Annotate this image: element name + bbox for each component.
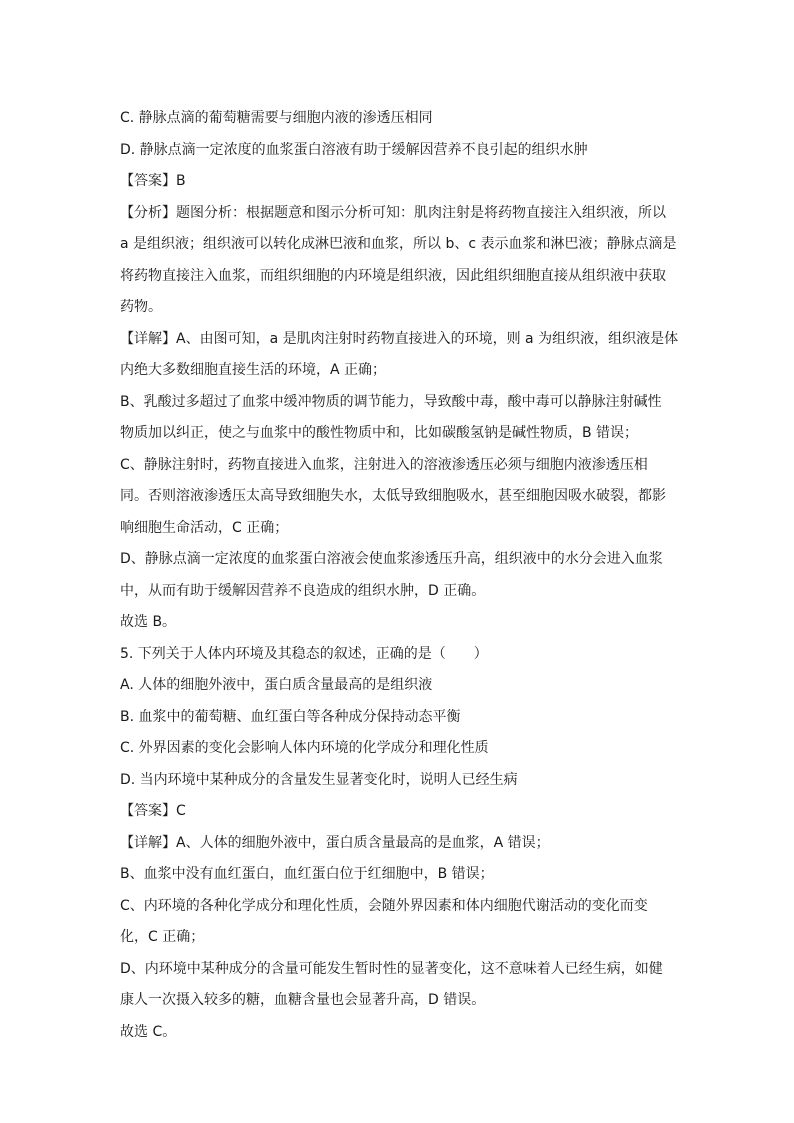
- question-5-option-d: D. 当内环境中某种成分的含量发生显著变化时，说明人已经生病: [120, 771, 518, 788]
- explanation-c-line-2: 同。否则溶液渗透压太高导致细胞失水，太低导致细胞吸水，甚至细胞因吸水破裂，都影: [120, 488, 666, 504]
- question-5-explanation-a: 【详解】A、人体的细胞外液中，蛋白质含量最高的是血浆，A 错误；: [120, 834, 550, 851]
- explanation-a-line-2: 内绝大多数细胞直接生活的环境，A 正确；: [120, 362, 387, 378]
- analysis-line-2: a 是组织液；组织液可以转化成淋巴液和血浆，所以 b、c 表示血浆和淋巴液；静脉点滴是: [120, 236, 677, 252]
- explanation-d-line-1: D、静脉点滴一定浓度的血浆蛋白溶液会使血浆渗透压升高，组织液中的水分会进入血浆: [120, 551, 663, 567]
- option-c-previous: C. 静脉点滴的葡萄糖需要与细胞内液的渗透压相同: [120, 110, 433, 126]
- question-5-explanation-c-line-1: C、内环境的各种化学成分和理化性质，会随外界因素和体内细胞代谢活动的变化而变: [120, 897, 648, 914]
- explanation-c-line-3: 响细胞生命活动，C 正确；: [120, 519, 289, 536]
- question-5-stem: 5. 下列关于人体内环境及其稳态的叙述，正确的是（ ）: [120, 645, 488, 662]
- answer-previous: 【答案】B: [120, 173, 186, 189]
- question-5-option-a: A. 人体的细胞外液中，蛋白质含量最高的是组织液: [120, 677, 433, 693]
- conclusion-previous: 故选 B。: [120, 614, 177, 630]
- question-5-explanation-b: B、血浆中没有血红蛋白，血红蛋白位于红细胞中，B 错误；: [120, 866, 494, 882]
- analysis-line-1: 【分析】题图分析：根据题意和图示分析可知：肌肉注射是将药物直接注入组织液，所以: [120, 204, 666, 221]
- analysis-line-3: 将药物直接注入血浆，而组织细胞的内环境是组织液，因此组织细胞直接从组织液中获取: [120, 267, 666, 284]
- question-5-option-c: C. 外界因素的变化会影响人体内环境的化学成分和理化性质: [120, 740, 489, 756]
- question-5-explanation-d-line-1: D、内环境中某种成分的含量可能发生暂时性的显著变化，这不意味着人已经生病，如健: [120, 960, 663, 977]
- question-5-answer: 【答案】C: [120, 803, 186, 819]
- explanation-a-line-1: 【详解】A、由图可知，a 是肌肉注射时药物直接进入的环境，则 a 为组织液，组织液是体: [120, 330, 679, 347]
- explanation-d-line-2: 中，从而有助于缓解因营养不良造成的组织水肿，D 正确。: [120, 582, 486, 599]
- explanation-b-line-1: B、乳酸过多超过了血浆中缓冲物质的调节能力，导致酸中毒，酸中毒可以静脉注射碱性: [120, 393, 662, 410]
- question-5-explanation-c-line-2: 化，C 正确；: [120, 929, 205, 945]
- question-5-explanation-d-line-2: 康人一次摄入较多的糖，血糖含量也会显著升高，D 错误。: [120, 992, 486, 1008]
- question-5-option-b: B. 血浆中的葡萄糖、血红蛋白等各种成分保持动态平衡: [120, 708, 461, 725]
- question-5-conclusion: 故选 C。: [120, 1023, 177, 1040]
- explanation-b-line-2: 物质加以纠正，使之与血浆中的酸性物质中和，比如碳酸氢钠是碱性物质，B 错误；: [120, 425, 639, 441]
- option-d-previous: D. 静脉点滴一定浓度的血浆蛋白溶液有助于缓解因营养不良引起的组织水肿: [120, 141, 588, 158]
- analysis-line-4: 药物。: [120, 299, 162, 315]
- explanation-c-line-1: C、静脉注射时，药物直接进入血浆，注射进入的溶液渗透压必须与细胞内液渗透压相: [120, 456, 648, 473]
